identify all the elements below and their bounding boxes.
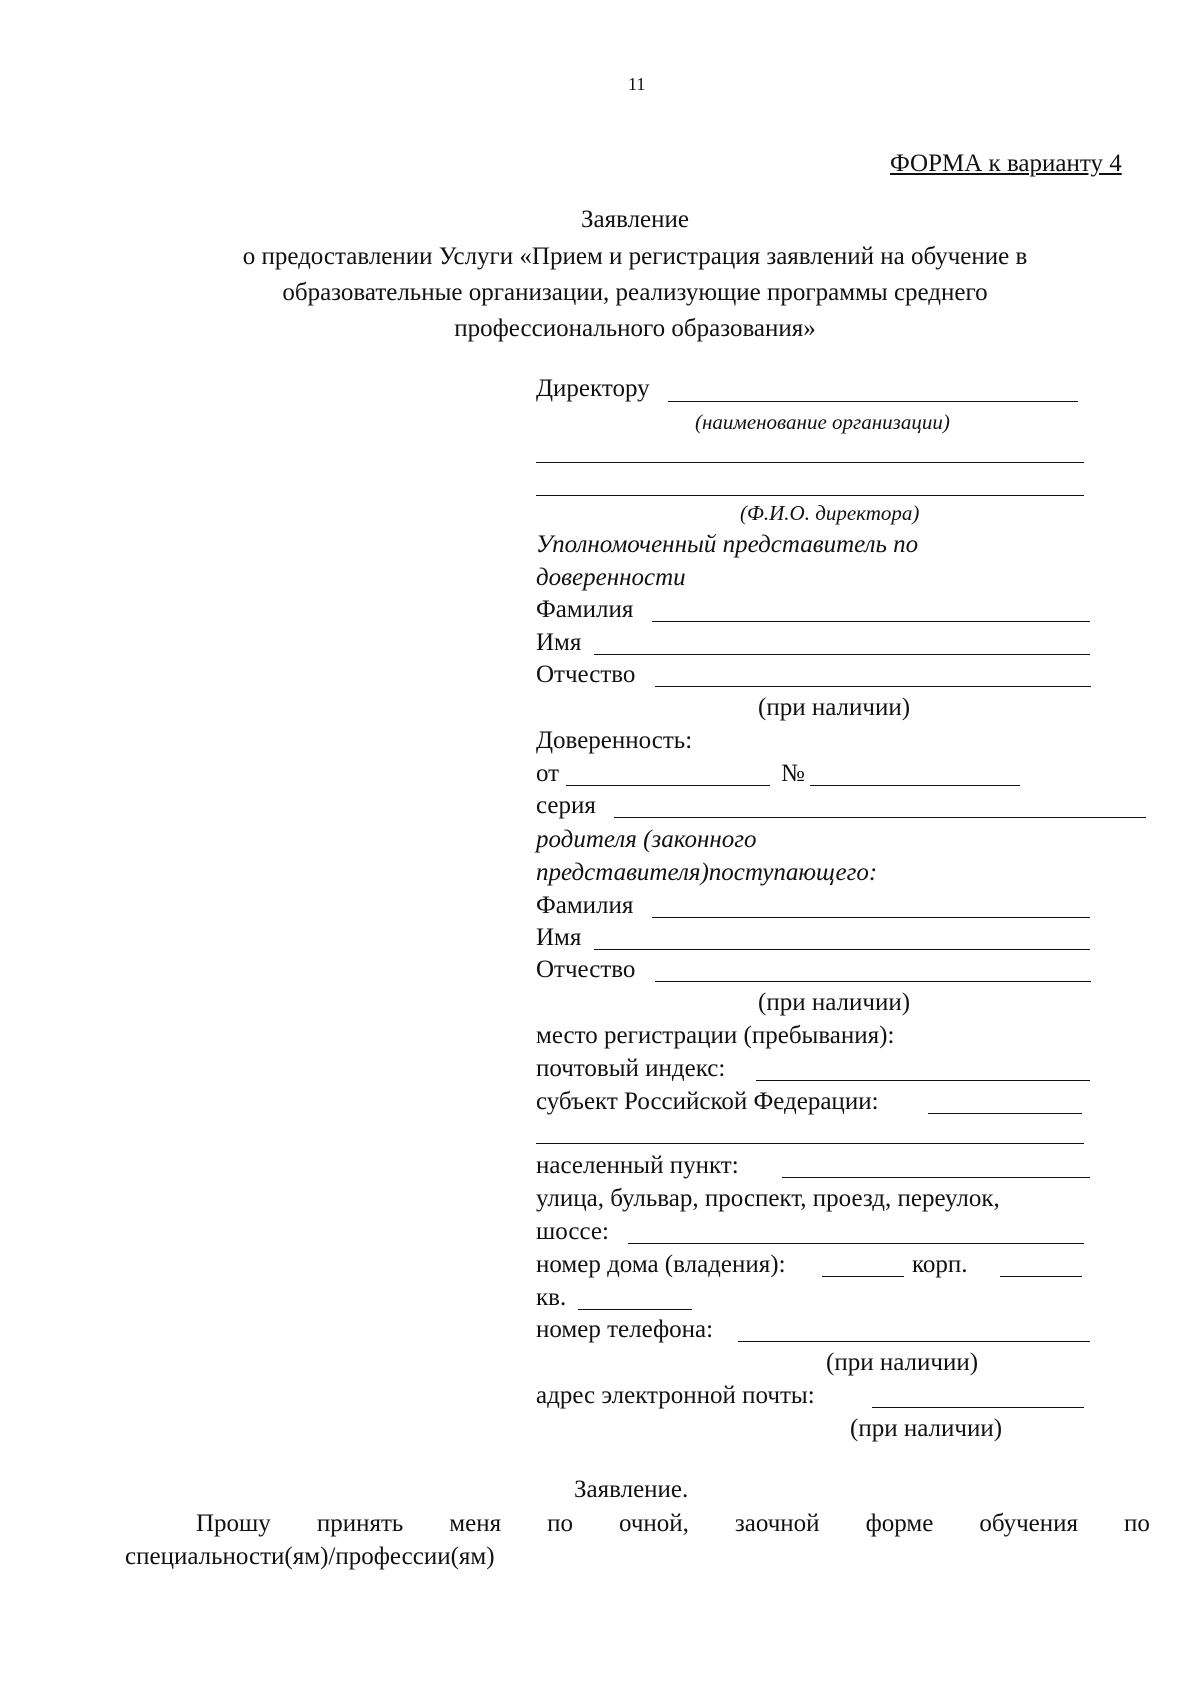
heading-line-3: образовательные организации, реализующие программы среднего	[282, 279, 988, 306]
locality-label: населенный пункт:	[536, 1152, 739, 1179]
phone-label: номер телефона:	[536, 1316, 714, 1343]
email-hint: (при наличии)	[850, 1415, 1003, 1442]
poa-number-field[interactable]	[810, 785, 1020, 786]
rep-name-label: Имя	[536, 629, 582, 656]
org-hint: (наименование организации)	[695, 410, 950, 434]
statement-word: форме	[865, 1510, 934, 1537]
director-label: Директору	[536, 375, 650, 402]
statement-word: принять	[316, 1510, 404, 1537]
rep-name-field[interactable]	[594, 654, 1090, 655]
rep-optional-hint: (при наличии)	[758, 694, 911, 721]
parent-patronymic-field[interactable]	[655, 981, 1091, 982]
statement-word: по	[1124, 1510, 1150, 1537]
rep-surname-field[interactable]	[652, 621, 1090, 622]
postcode-field[interactable]	[756, 1080, 1090, 1081]
postcode-label: почтовый индекс:	[536, 1055, 726, 1082]
heading-line-2: о предоставлении Услуги «Прием и регистрация заявлений на обучение в	[242, 243, 1028, 270]
form-label: ФОРМА к варианту 4	[890, 150, 1122, 177]
building-label: корп.	[912, 1251, 968, 1278]
representative-title-1: Уполномоченный представитель по	[536, 531, 919, 558]
registration-label: место регистрации (пребывания):	[536, 1022, 895, 1049]
heading-title: Заявление	[580, 206, 690, 233]
representative-title-2: доверенности	[536, 564, 686, 591]
street-label-1: улица, бульвар, проспект, проезд, переулок,	[536, 1185, 1000, 1212]
statement-word: меня	[449, 1510, 502, 1537]
region-label: субъект Российской Федерации:	[536, 1088, 879, 1115]
region-field-2[interactable]	[536, 1143, 1084, 1144]
house-label: номер дома (владения):	[536, 1251, 786, 1278]
statement-word: заочной	[734, 1510, 820, 1537]
parent-name-field[interactable]	[594, 949, 1090, 950]
statement-word: очной,	[618, 1510, 689, 1537]
poa-label: Доверенность:	[536, 727, 693, 754]
rep-patronymic-label: Отчество	[536, 661, 636, 688]
poa-from-label: от	[536, 760, 560, 787]
street-label-2: шоссе:	[536, 1218, 609, 1245]
statement-body-line-1	[196, 1508, 1150, 1540]
director-name-field-2[interactable]	[536, 495, 1084, 496]
region-field-1[interactable]	[928, 1113, 1082, 1114]
house-field[interactable]	[822, 1276, 904, 1277]
parent-title-1: родителя (законного	[536, 826, 757, 853]
parent-optional-hint: (при наличии)	[758, 989, 911, 1016]
parent-patronymic-label: Отчество	[536, 956, 636, 983]
rep-surname-label: Фамилия	[536, 596, 634, 623]
heading-line-4: профессионального образования»	[454, 315, 816, 342]
fio-hint: (Ф.И.О. директора)	[740, 501, 920, 525]
statement-body-line-2: специальности(ям)/профессии(ям)	[125, 1543, 495, 1570]
apartment-label: кв.	[536, 1284, 567, 1311]
locality-field[interactable]	[782, 1177, 1090, 1178]
email-label: адрес электронной почты:	[536, 1382, 815, 1409]
statement-word: по	[547, 1510, 573, 1537]
parent-surname-label: Фамилия	[536, 892, 634, 919]
director-org-field[interactable]	[668, 401, 1078, 402]
statement-word: обучения	[979, 1510, 1079, 1537]
page-number: 11	[628, 74, 646, 94]
street-field[interactable]	[628, 1243, 1084, 1244]
phone-hint: (при наличии)	[826, 1349, 979, 1376]
email-field[interactable]	[872, 1407, 1084, 1408]
building-field[interactable]	[1000, 1276, 1082, 1277]
parent-title-2: представителя)поступающего:	[536, 859, 878, 886]
parent-name-label: Имя	[536, 924, 582, 951]
director-name-field-1[interactable]	[536, 462, 1084, 463]
poa-series-label: серия	[536, 792, 596, 819]
poa-number-sign: №	[781, 760, 805, 787]
statement-word: Прошу	[196, 1510, 271, 1537]
rep-patronymic-field[interactable]	[655, 686, 1091, 687]
poa-series-field[interactable]	[614, 817, 1146, 818]
apartment-field[interactable]	[578, 1309, 692, 1310]
parent-surname-field[interactable]	[652, 917, 1090, 918]
statement-title: Заявление.	[574, 1476, 689, 1503]
phone-field[interactable]	[738, 1341, 1090, 1342]
poa-date-field[interactable]	[566, 785, 770, 786]
